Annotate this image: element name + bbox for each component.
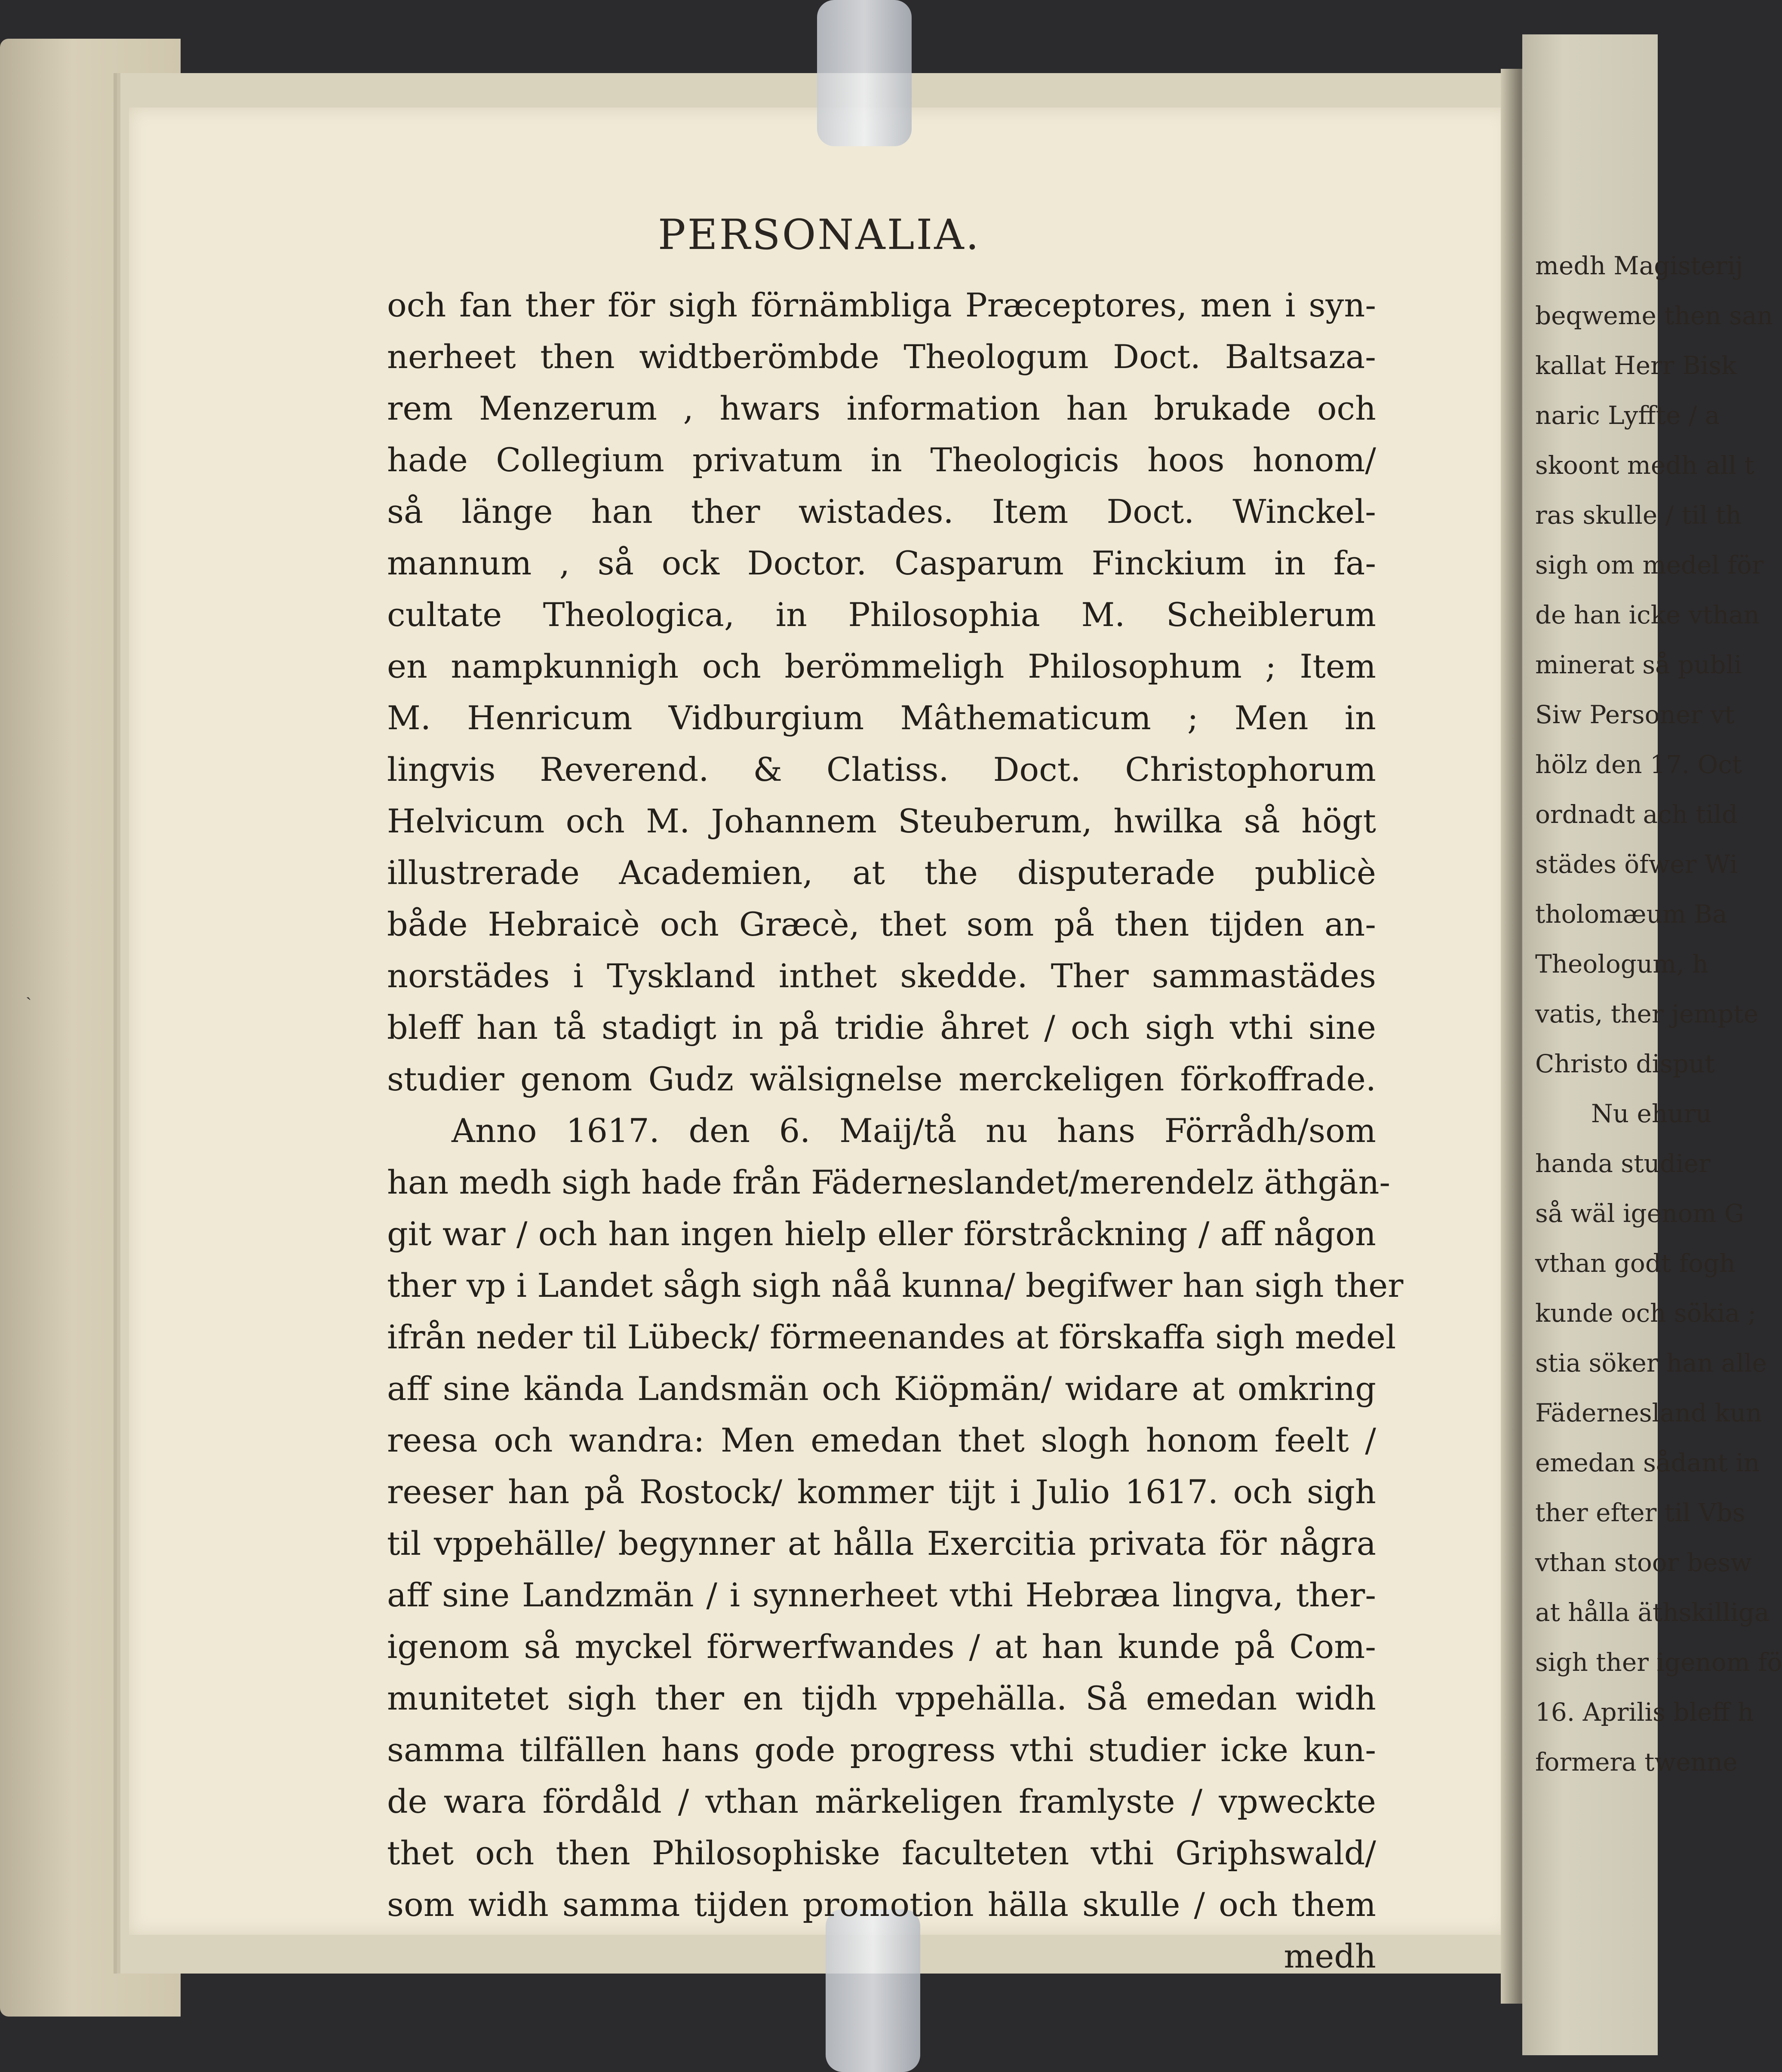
catchword: medh <box>1284 1937 1376 1975</box>
facing-text-line: ordnadt ach tild <box>1535 800 1738 829</box>
facing-text-line: sigh ther igenom fö <box>1535 1648 1782 1677</box>
facing-text-line: minerat så publi <box>1535 650 1742 679</box>
text-line: både Hebraicè och Græcè, thet som på then tijden an- <box>387 905 1376 943</box>
facing-text-line: Theologum, h <box>1535 949 1708 979</box>
facing-text-line: kallat Herr Bisk <box>1535 351 1737 380</box>
facing-text-line: hölz den 17. Oct <box>1535 750 1742 779</box>
text-line: reesa och wandra: Men emedan thet slogh honom feelt / <box>387 1421 1376 1459</box>
facing-text-line: kunde och sökia ; <box>1535 1298 1756 1328</box>
facing-text-line: naric Lyffte / a <box>1535 401 1720 430</box>
text-line: nerheet then widtberömbde Theologum Doct. Baltsaza- <box>387 338 1376 376</box>
facing-text-line: de han icke vthan <box>1535 600 1760 629</box>
text-line: lingvis Reverend. & Clatiss. Doct. Christophorum <box>387 750 1376 789</box>
text-line: hade Collegium privatum in Theologicis hoos honom/ <box>387 441 1376 479</box>
facing-text-line: skoont medh all t <box>1535 451 1754 480</box>
text-line: til vppehälle/ begynner at hålla Exercitia privata för några <box>387 1524 1376 1562</box>
main-text-block <box>387 279 1404 1982</box>
text-line: thet och then Philosophiske faculteten vthi Griphswald/ <box>387 1834 1376 1872</box>
facing-text-line: vthan stoor besw <box>1535 1548 1752 1577</box>
facing-text-line: at hålla äthskilliga <box>1535 1598 1770 1627</box>
facing-text-line: Christo disput <box>1535 1049 1715 1078</box>
facing-page-text <box>1535 241 1782 1787</box>
text-line: han medh sigh hade från Fäderneslandet/merendelz äthgän- <box>387 1163 1391 1201</box>
facing-text-line: städes öfwer Wi <box>1535 850 1738 879</box>
facing-text-line: Fädernesland kun <box>1535 1398 1762 1427</box>
text-line: rem Menzerum , hwars information han brukade och <box>387 389 1376 427</box>
text-line: aff sine kända Landsmän och Kiöpmän/ widare at omkring <box>387 1369 1376 1408</box>
text-line: studier genom Gudz wälsignelse merckeligen förkoffrade. <box>387 1060 1376 1098</box>
facing-text-line: ras skulle / til th <box>1535 500 1742 530</box>
text-line: igenom så myckel förwerfwandes / at han kunde på Com- <box>387 1627 1376 1666</box>
facing-text-line: sigh om medel för <box>1535 550 1764 580</box>
text-line: samma tilfällen hans gode progress vthi studier icke kun- <box>387 1731 1376 1769</box>
text-line: så länge han ther wistades. Item Doct. Winckel- <box>387 492 1376 531</box>
text-line: aff sine Landzmän / i synnerheet vthi Hebræa lingva, ther- <box>387 1576 1376 1614</box>
text-line: git war / och han ingen hielp eller förstråckning / aff någon <box>387 1215 1376 1253</box>
facing-text-line: medh Magisterij <box>1535 251 1743 280</box>
facing-text-line: så wäl igenom G <box>1535 1199 1745 1228</box>
text-line: cultate Theologica, in Philosophia M. Scheiblerum <box>387 596 1376 634</box>
text-line: M. Henricum Vidburgium Mâthematicum ; Men in <box>387 699 1376 737</box>
page-clip-top <box>817 0 912 146</box>
text-line: norstädes i Tyskland inthet skedde. Ther sammastädes <box>387 957 1376 995</box>
text-line: reeser han på Rostock/ kommer tijt i Julio 1617. och sigh <box>387 1473 1376 1511</box>
facing-text-line: ther efter til Vbs <box>1535 1498 1745 1527</box>
facing-text-line: vatis, ther jempte <box>1535 999 1759 1028</box>
facing-text-line: beqweme then san <box>1535 301 1773 330</box>
text-line: och fan ther för sigh förnämbliga Præceptores, men i syn- <box>387 286 1376 324</box>
text-line: munitetet sigh ther en tijdh vppehälla. Så emedan widh <box>387 1679 1376 1717</box>
facing-text-line: Siw Personer vt <box>1535 700 1735 729</box>
text-line: mannum , så ock Doctor. Casparum Finckium in fa- <box>387 544 1376 582</box>
text-line: Helvicum och M. Johannem Steuberum, hwilka så högt <box>387 802 1376 840</box>
text-line: ifrån neder til Lübeck/ förmeenandes at förskaffa sigh medel <box>387 1318 1396 1356</box>
facing-text-line: formera twenne <box>1535 1747 1738 1777</box>
text-line: en nampkunnigh och berömmeligh Philosophum ; Item <box>387 647 1376 685</box>
text-line: bleff han tå stadigt in på tridie åhret / och sigh vthi sine <box>387 1008 1376 1047</box>
text-line: som widh samma tijden promotion hälla skulle / och them <box>387 1885 1376 1924</box>
facing-text-line: stia söker han alle <box>1535 1348 1767 1378</box>
facing-text-line: emedan sådant in <box>1535 1448 1760 1477</box>
text-line: de wara fördåld / vthan märkeligen framlyste / vpweckte <box>387 1782 1376 1820</box>
facing-text-line: vthan godt fogh <box>1535 1249 1736 1278</box>
facing-text-line: Nu ehuru <box>1591 1099 1712 1128</box>
facing-text-line: tholomæum Ba <box>1535 899 1727 929</box>
margin-mark: ˎ <box>26 981 32 1001</box>
facing-text-line: handa studier <box>1535 1149 1711 1178</box>
facing-text-line: 16. Aprilis bleff h <box>1535 1698 1754 1727</box>
text-line: illustrerade Academien, at the disputerade publicè <box>387 853 1376 892</box>
text-line: Anno 1617. den 6. Maij/tå nu hans Förrådh/som <box>452 1111 1376 1150</box>
text-line: ther vp i Landet sågh sigh nåå kunna/ begifwer han sigh ther <box>387 1266 1404 1305</box>
running-header: PERSONALIA. <box>657 211 981 259</box>
